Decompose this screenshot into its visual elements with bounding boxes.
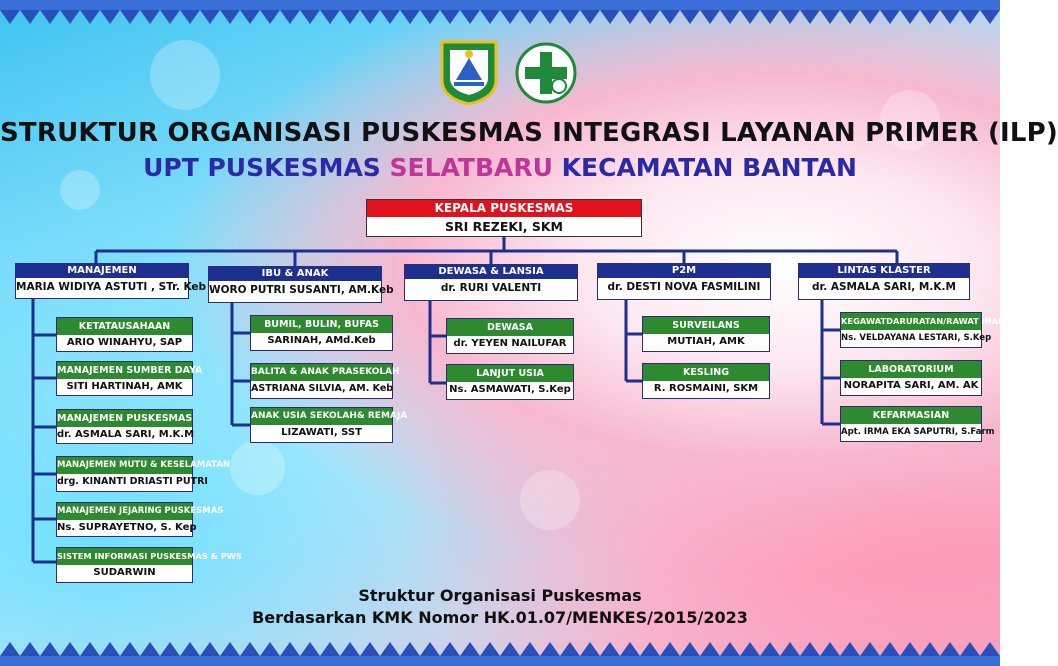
cluster-head-name: MARIA WIDIYA ASTUTI , STr. Keb	[16, 281, 207, 293]
unit-staff-name: Ns. VELDAYANA LESTARI, S.Kep	[841, 333, 992, 343]
unit-staff-name: ASTRIANA SILVIA, AM. Keb	[251, 383, 394, 394]
cluster-label: P2M	[598, 264, 770, 278]
unit-box	[250, 407, 408, 443]
unit-box	[56, 547, 243, 583]
unit-staff-name: SARINAH, AMd.Keb	[267, 335, 376, 346]
unit-staff-name: SUDARWIN	[93, 567, 156, 578]
unit-box	[642, 316, 770, 352]
footer-reference: Berdasarkan KMK Nomor HK.01.07/MENKES/2015/2023	[252, 608, 748, 627]
unit-label: KETATAUSAHAAN	[57, 318, 192, 335]
page-title: STRUKTUR ORGANISASI PUSKESMAS INTEGRASI LAYANAN PRIMER (ILP)	[0, 118, 1058, 148]
cluster-box-p2m	[597, 263, 771, 300]
head-name: SRI REZEKI, SKM	[445, 219, 563, 234]
unit-staff-name: dr. ASMALA SARI, M.K.M	[57, 429, 195, 440]
unit-staff-name: Apt. IRMA EKA SAPUTRI, S.Farm	[841, 427, 995, 437]
unit-label: KEFARMASIAN	[841, 407, 981, 424]
cluster-box-dewasa-lansia	[404, 264, 578, 301]
head-label: KEPALA PUSKESMAS	[367, 200, 641, 217]
subtitle-part: KECAMATAN BANTAN	[552, 153, 857, 182]
unit-box	[56, 502, 224, 537]
unit-box	[840, 406, 995, 442]
cluster-label: IBU & ANAK	[209, 267, 381, 281]
cluster-head-name: dr. RURI VALENTI	[440, 282, 542, 294]
unit-label: KEGAWATDARURATAN/RAWAT INAP	[841, 313, 981, 330]
unit-staff-name: NORAPITA SARI, AM. AK	[843, 380, 979, 391]
cluster-label: LINTAS KLASTER	[799, 264, 969, 278]
unit-box	[840, 360, 982, 396]
cluster-label: MANAJEMEN	[16, 264, 188, 278]
cluster-box-lintas-klaster	[798, 263, 970, 300]
unit-label: DEWASA	[447, 319, 573, 336]
unit-staff-name: ARIO WINAHYU, SAP	[66, 337, 183, 348]
unit-label: LANJUT USIA	[447, 365, 573, 382]
cluster-box-ibu-anak	[208, 266, 394, 303]
subtitle-highlight: SELATBARU	[389, 153, 553, 182]
subtitle-part: UPT PUSKESMAS	[143, 153, 390, 182]
unit-staff-name: LIZAWATI, SST	[281, 427, 362, 438]
unit-box	[642, 363, 770, 399]
cluster-head-name: WORO PUTRI SUSANTI, AM.Keb	[209, 284, 394, 296]
unit-box	[446, 364, 574, 400]
unit-staff-name: SITI HARTINAH, AMK	[66, 381, 183, 392]
unit-label: MANAJEMEN JEJARING PUSKESMAS	[57, 503, 192, 520]
unit-label: MANAJEMEN MUTU & KESELAMATAN	[57, 457, 192, 474]
cluster-box-manajemen	[15, 263, 207, 299]
unit-label: ANAK USIA SEKOLAH& REMAJA	[251, 408, 392, 425]
unit-label: SURVEILANS	[643, 317, 769, 334]
unit-box	[250, 315, 393, 351]
unit-box	[56, 317, 193, 352]
unit-box	[56, 361, 203, 396]
unit-box	[840, 312, 1005, 348]
unit-box	[446, 318, 574, 354]
cluster-head-name: dr. ASMALA SARI, M.K.M	[812, 281, 956, 293]
cluster-label: DEWASA & LANSIA	[405, 265, 577, 279]
unit-label: BALITA & ANAK PRASEKOLAH	[251, 364, 392, 381]
cluster-head-name: dr. DESTI NOVA FASMILINI	[607, 281, 761, 293]
unit-label: LABORATORIUM	[841, 361, 981, 378]
unit-label: KESLING	[643, 364, 769, 381]
footer-caption: Struktur Organisasi Puskesmas	[358, 586, 642, 605]
unit-box	[56, 456, 230, 492]
unit-box	[250, 363, 400, 399]
head-of-puskesmas-box	[366, 199, 642, 237]
unit-staff-name: R. ROSMAINI, SKM	[653, 383, 759, 394]
unit-label: SISTEM INFORMASI PUSKESMAS & PWS	[57, 548, 192, 565]
unit-staff-name: MUTIAH, AMK	[667, 336, 745, 347]
unit-label: MANAJEMEN SUMBER DAYA	[57, 362, 192, 379]
unit-staff-name: dr. YEYEN NAILUFAR	[453, 338, 567, 349]
unit-box	[56, 409, 193, 444]
unit-staff-name: Ns. ASMAWATI, S.Kep	[449, 384, 571, 395]
unit-staff-name: Ns. SUPRAYETNO, S. Kep	[57, 522, 197, 533]
unit-staff-name: drg. KINANTI DRIASTI PUTRI	[57, 476, 208, 487]
unit-label: BUMIL, BULIN, BUFAS	[251, 316, 392, 333]
unit-label: MANAJEMEN PUSKESMAS	[57, 410, 192, 427]
